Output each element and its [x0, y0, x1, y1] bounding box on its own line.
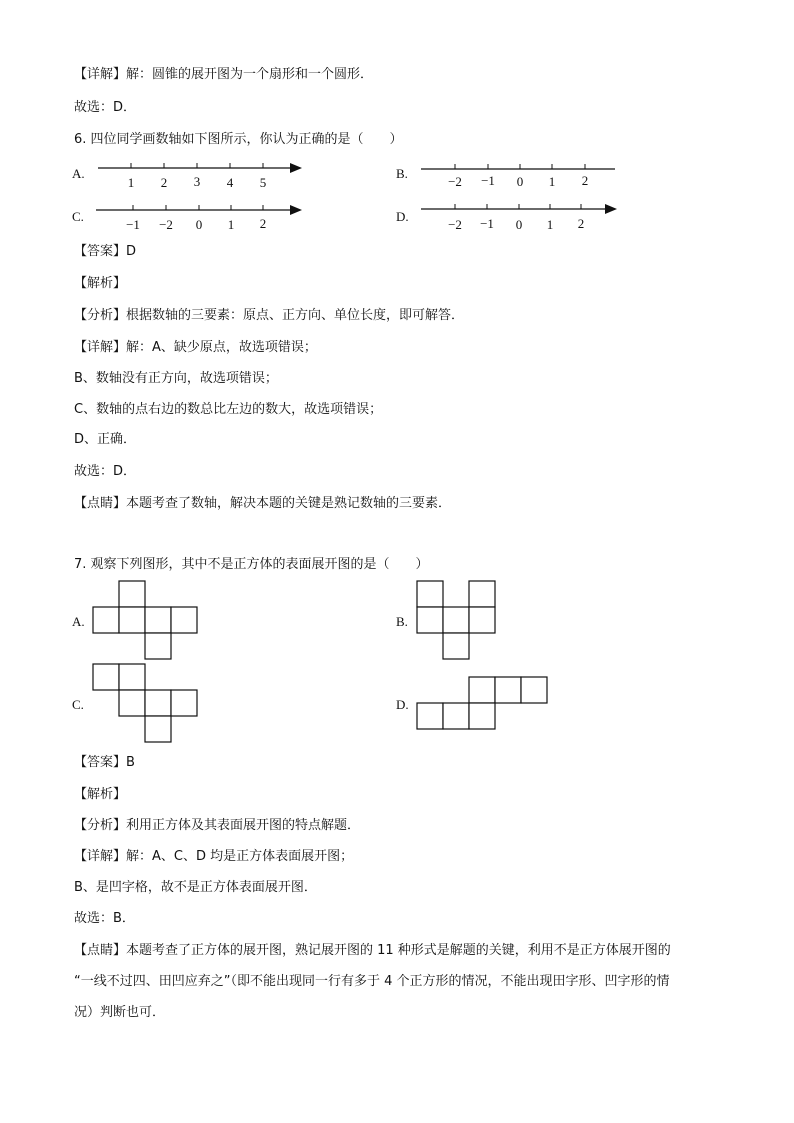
tick-label: 2: [581, 173, 589, 188]
tick-label: 5: [259, 175, 267, 190]
q6-option-a-label: A.: [72, 166, 85, 181]
text-line: 故选：B．: [74, 911, 135, 926]
q6-option-d-label: D.: [396, 209, 409, 224]
q7-answer: 【答案】B: [74, 755, 135, 770]
text-line: B、数轴没有正方向，故选项错误；: [74, 371, 278, 386]
q7-option-a-label: A.: [72, 614, 85, 629]
tick-label: 0: [516, 174, 524, 189]
tick-label: 1: [127, 175, 135, 190]
text-line: B、是凹字格，故不是正方体表面展开图．: [74, 880, 317, 895]
text-line: 况）判断也可．: [74, 1005, 166, 1020]
tick-label: −2: [448, 217, 462, 232]
net-a: [93, 581, 197, 659]
text-line: C、数轴的点右边的数总比左边的数大，故选项错误；: [74, 402, 383, 417]
q6-xiangjie: 【详解】解：A、缺少原点，故选项错误；: [74, 340, 317, 355]
q7-jiexi: 【解析】: [74, 787, 127, 802]
q7-option-b-label: B.: [396, 614, 408, 629]
tick-label: −2: [448, 174, 462, 189]
question-7-stem: 7. 观察下列图形，其中不是正方体的表面展开图的是（ ）: [74, 557, 429, 572]
q7-dianjing: 【点睛】本题考查了正方体的展开图，熟记展开图的 11 种形式是解题的关键，利用不是正方体展开图的: [74, 943, 671, 958]
tick-label: 1: [546, 217, 554, 232]
question-6-stem: 6. 四位同学画数轴如下图所示，你认为正确的是（ ）: [74, 132, 403, 147]
q6-option-b-label: B.: [396, 166, 408, 181]
net-b: [417, 581, 495, 659]
tick-label: −1: [126, 217, 140, 232]
tick-label: −1: [481, 173, 495, 188]
text-line: “一线不过四、田凹应弃之”（即不能出现同一行有多于 4 个正方形的情况，不能出现田字形、凹字形的情: [74, 974, 670, 989]
tick-label: −1: [480, 216, 494, 231]
tick-label: 1: [548, 174, 556, 189]
q7-option-d-label: D.: [396, 697, 409, 712]
text-line: 【详解】解：圆锥的展开图为一个扇形和一个圆形．: [74, 67, 374, 82]
tick-label: 1: [227, 217, 235, 232]
q6-fenxi: 【分析】根据数轴的三要素：原点、正方向、单位长度，即可解答．: [74, 308, 465, 323]
text-line: D、正确．: [74, 432, 137, 447]
text-line: 故选：D．: [74, 100, 137, 115]
tick-label: 4: [226, 175, 234, 190]
tick-label: 2: [577, 216, 585, 231]
q7-option-c-label: C.: [72, 697, 84, 712]
q6-dianjing: 【点睛】本题考查了数轴，解决本题的关键是熟记数轴的三要素．: [74, 496, 452, 511]
tick-label: 0: [195, 217, 203, 232]
tick-label: 3: [193, 174, 201, 189]
q7-fenxi: 【分析】利用正方体及其表面展开图的特点解题．: [74, 818, 361, 833]
text-line: 故选：D．: [74, 464, 137, 479]
q7-xiangjie: 【详解】解：A、C、D 均是正方体表面展开图；: [74, 849, 354, 864]
net-d: [417, 677, 547, 729]
q6-jiexi: 【解析】: [74, 276, 127, 291]
tick-label: 2: [160, 175, 168, 190]
q6-answer: 【答案】D: [74, 244, 137, 259]
net-c: [93, 664, 197, 742]
tick-label: 0: [515, 217, 523, 232]
tick-label: −2: [159, 217, 173, 232]
q6-option-c-label: C.: [72, 209, 84, 224]
tick-label: 2: [259, 216, 267, 231]
